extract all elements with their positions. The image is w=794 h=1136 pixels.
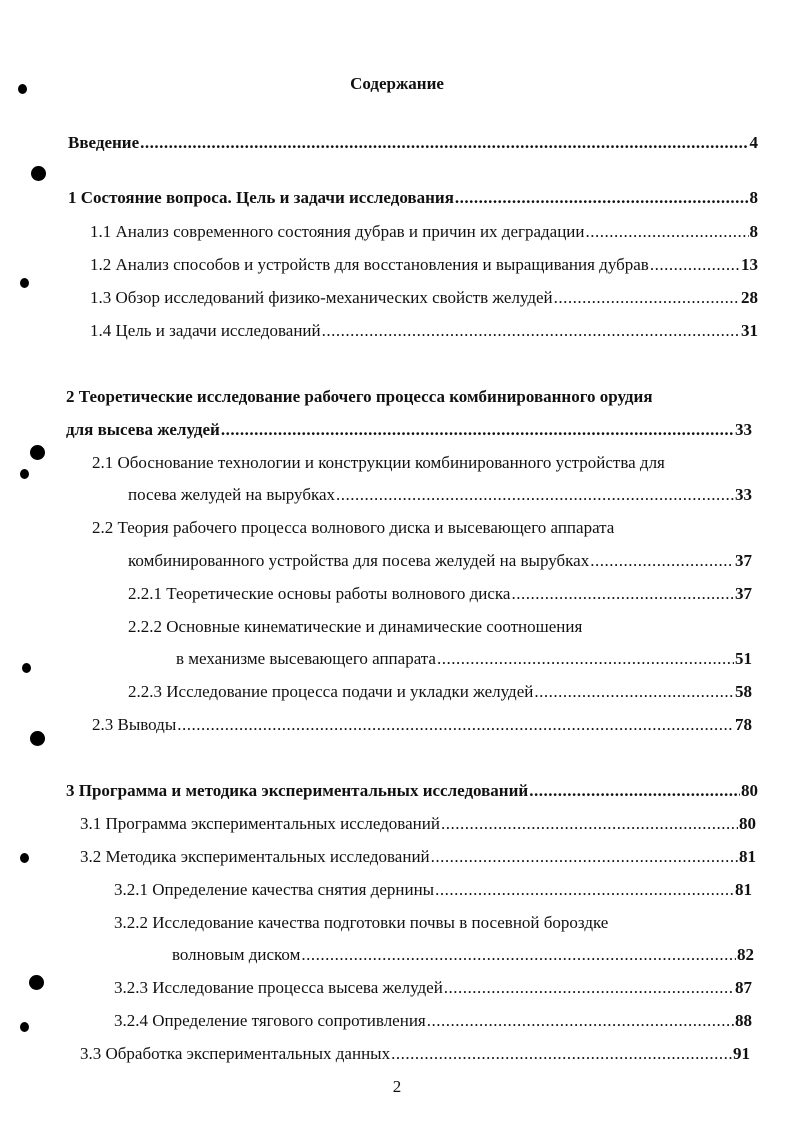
toc-page-number: 81 — [735, 880, 752, 899]
leader-dots — [221, 419, 734, 441]
toc-entry-3-2-2 — [172, 944, 754, 966]
toc-page-number: 82 — [737, 945, 754, 964]
toc-entry-section-3 — [66, 780, 758, 802]
toc-page-number: 28 — [741, 288, 758, 307]
leader-dots — [650, 254, 740, 276]
leader-dots — [322, 320, 740, 342]
toc-entry-3-2-3 — [114, 977, 752, 999]
toc-page-number: 13 — [741, 255, 758, 274]
toc-entry-section-2-line1: 2 Теоретические исследование рабочего процесса комбинированного орудия — [66, 387, 653, 406]
toc-page-number: 37 — [735, 584, 752, 603]
toc-page-number: 91 — [733, 1044, 750, 1063]
toc-entry-2-1-line1: 2.1 Обоснование технологии и конструкции комбинированного устройства для — [92, 453, 665, 472]
leader-dots — [301, 944, 736, 966]
punch-hole-mark — [20, 1022, 29, 1032]
leader-dots — [391, 1043, 732, 1065]
punch-hole-mark — [31, 166, 46, 181]
leader-dots — [511, 583, 734, 605]
toc-entry-1-3 — [90, 287, 758, 309]
toc-entry-3-2-4 — [114, 1010, 752, 1032]
leader-dots — [437, 648, 734, 670]
leader-dots — [455, 187, 749, 209]
toc-entry-3-2 — [80, 846, 756, 868]
leader-dots — [444, 977, 734, 999]
toc-entry-intro — [68, 132, 758, 154]
punch-hole-mark — [30, 731, 45, 746]
leader-dots — [529, 780, 740, 802]
toc-entry-3-2-1 — [114, 879, 752, 901]
leader-dots — [140, 132, 748, 154]
toc-entry-text: 3.2.1 Определение качества снятия дернины — [114, 880, 435, 899]
toc-page-number: 8 — [749, 222, 758, 241]
toc-page-number: 31 — [741, 321, 758, 340]
toc-entry-text: 3.3 Обработка экспериментальных данных — [80, 1044, 391, 1063]
punch-hole-mark — [29, 975, 44, 990]
toc-entry-text: 2.3 Выводы — [92, 715, 177, 734]
toc-entry-2-2-2 — [176, 648, 752, 670]
toc-entry-2-2 — [128, 550, 752, 572]
toc-entry-text: посева желудей на вырубках — [128, 485, 336, 504]
toc-page-number: 37 — [735, 551, 752, 570]
leader-dots — [586, 221, 749, 243]
toc-entry-section-2 — [66, 419, 752, 441]
toc-entry-text: 1.4 Цель и задачи исследований — [90, 321, 321, 340]
leader-dots — [590, 550, 734, 572]
punch-hole-mark — [20, 469, 29, 479]
toc-page-number: 58 — [735, 682, 752, 701]
toc-entry-text: 1.1 Анализ современного состояния дубрав и причин их деградации — [90, 222, 585, 241]
toc-page-number: 87 — [735, 978, 752, 997]
toc-page-number: 8 — [749, 188, 758, 207]
punch-hole-mark — [20, 278, 29, 288]
toc-page-number: 80 — [739, 814, 756, 833]
page-title: Содержание — [350, 74, 444, 93]
toc-entry-2-3 — [92, 714, 752, 736]
toc-entry-text: 1 Состояние вопроса. Цель и задачи исследования — [68, 188, 454, 207]
punch-hole-mark — [20, 853, 29, 863]
toc-page-number: 81 — [739, 847, 756, 866]
toc-entry-3-3 — [80, 1043, 750, 1065]
toc-entry-1-1 — [90, 221, 758, 243]
toc-page-number: 4 — [749, 133, 758, 152]
toc-entry-2-1 — [128, 484, 752, 506]
toc-entry-text: 3 Программа и методика экспериментальных исследований — [66, 781, 529, 800]
toc-entry-text: 3.1 Программа экспериментальных исследований — [80, 814, 440, 833]
toc-entry-2-2-line1: 2.2 Теория рабочего процесса волнового диска и высевающего аппарата — [92, 518, 615, 537]
toc-entry-text: 1.3 Обзор исследований физико-механических свойств желудей — [90, 288, 553, 307]
toc-entry-2-2-3 — [128, 681, 752, 703]
leader-dots — [177, 714, 734, 736]
toc-entry-section-1 — [68, 187, 758, 209]
toc-entry-text: 3.2.3 Исследование процесса высева желудей — [114, 978, 443, 997]
toc-entry-text: 3.2 Методика экспериментальных исследований — [80, 847, 430, 866]
toc-page-number: 33 — [735, 420, 752, 439]
leader-dots — [534, 681, 734, 703]
toc-entry-3-1 — [80, 813, 756, 835]
page-number: 2 — [392, 1077, 402, 1096]
leader-dots — [441, 813, 738, 835]
toc-entry-1-4 — [90, 320, 758, 342]
toc-entry-text: комбинированного устройства для посева желудей на вырубках — [128, 551, 590, 570]
toc-entry-text: 2.2.1 Теоретические основы работы волнового диска — [128, 584, 511, 603]
toc-entry-text: волновым диском — [172, 945, 301, 964]
toc-entry-2-2-2-line1: 2.2.2 Основные кинематические и динамические соотношения — [128, 617, 583, 636]
toc-page-number: 88 — [735, 1011, 752, 1030]
toc-entry-text: 2.2.3 Исследование процесса подачи и укладки желудей — [128, 682, 534, 701]
toc-entry-3-2-2-line1: 3.2.2 Исследование качества подготовки почвы в посевной бороздке — [114, 913, 609, 932]
punch-hole-mark — [30, 445, 45, 460]
toc-entry-text: 1.2 Анализ способов и устройств для восстановления и выращивания дубрав — [90, 255, 649, 274]
toc-page-number: 51 — [735, 649, 752, 668]
leader-dots — [431, 846, 738, 868]
toc-entry-1-2 — [90, 254, 758, 276]
leader-dots — [336, 484, 734, 506]
toc-page-number: 33 — [735, 485, 752, 504]
toc-entry-2-2-1 — [128, 583, 752, 605]
toc-entry-text: для высева желудей — [66, 420, 220, 439]
leader-dots — [554, 287, 740, 309]
punch-hole-mark — [22, 663, 31, 673]
leader-dots — [435, 879, 734, 901]
leader-dots — [427, 1010, 734, 1032]
toc-entry-text: Введение — [68, 133, 140, 152]
toc-entry-text: 3.2.4 Определение тягового сопротивления — [114, 1011, 426, 1030]
toc-page-number: 78 — [735, 715, 752, 734]
toc-entry-text: в механизме высевающего аппарата — [176, 649, 436, 668]
toc-page-number: 80 — [741, 781, 758, 800]
